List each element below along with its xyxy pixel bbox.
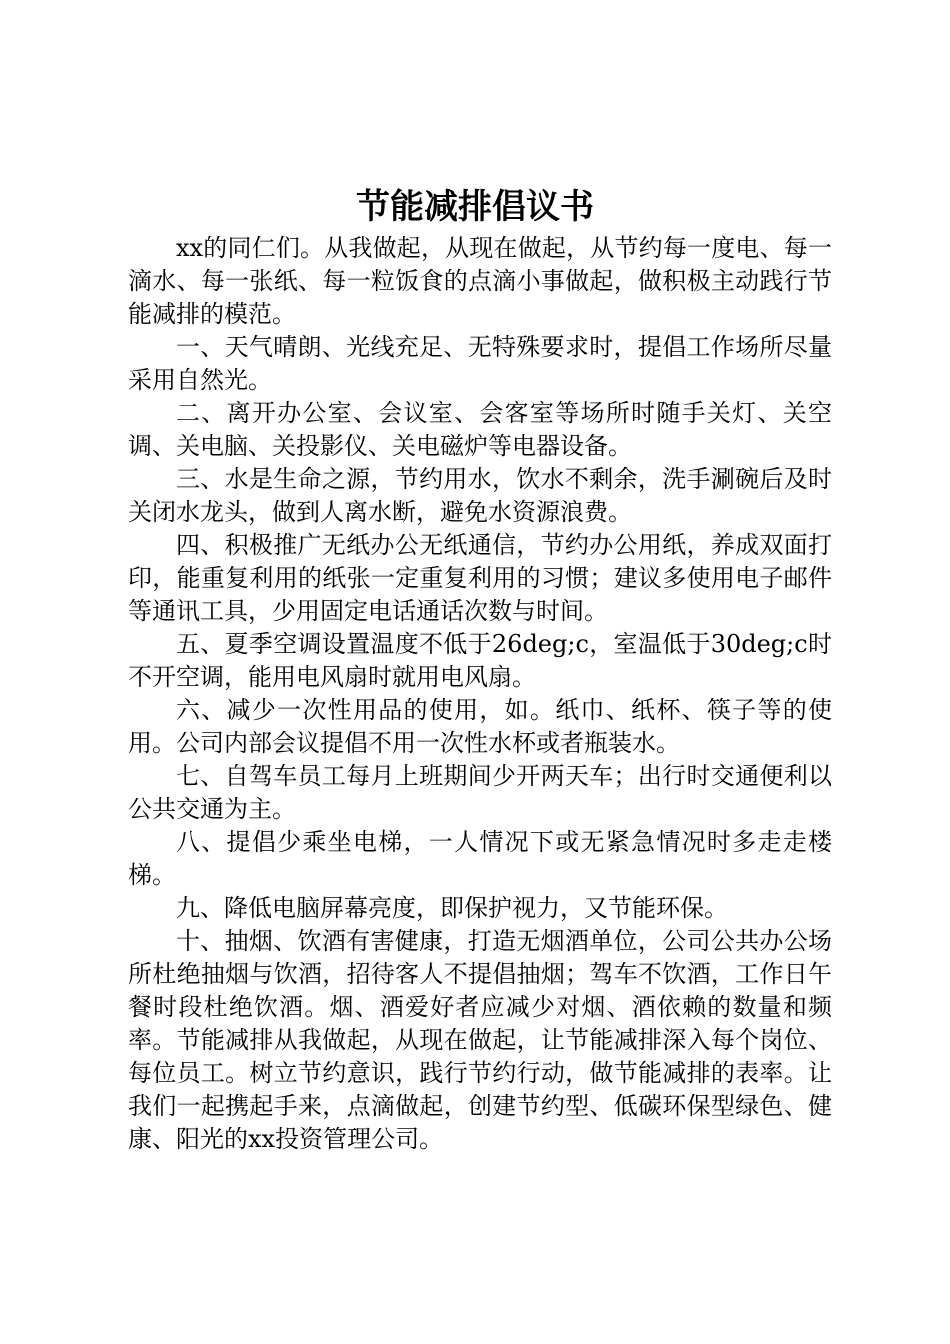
paragraph-item-2: 二、离开办公室、会议室、会客室等场所时随手关灯、关空调、关电脑、关投影仪、关电磁炉等电器设备。 [128, 399, 832, 460]
document-title: 节能减排倡议书 [356, 187, 594, 227]
paragraph-item-9: 九、降低电脑屏幕亮度，即保护视力，又节能环保。 [176, 894, 728, 922]
paragraph-item-5: 五、夏季空调设置温度不低于26deg;c，室温低于30deg;c时不开空调，能用电风扇时就用电风扇。 [128, 630, 832, 691]
paragraph-item-1: 一、天气晴朗、光线充足、无特殊要求时，提倡工作场所尽量采用自然光。 [128, 333, 832, 394]
paragraph-item-3: 三、水是生命之源，节约用水，饮水不剩余，洗手涮碗后及时关闭水龙头，做到人离水断，避免水资源浪费。 [128, 465, 832, 526]
paragraph-item-7: 七、自驾车员工每月上班期间少开两天车；出行时交通便利以公共交通为主。 [128, 762, 832, 823]
paragraph-item-8: 八、提倡少乘坐电梯，一人情况下或无紧急情况时多走走楼梯。 [128, 828, 832, 889]
document-body [128, 232, 832, 1156]
paragraph-item-6: 六、减少一次性用品的使用，如。纸巾、纸杯、筷子等的使用。公司内部会议提倡不用一次性水杯或者瓶装水。 [128, 696, 832, 757]
paragraph-item-4: 四、积极推广无纸办公无纸通信，节约办公用纸，养成双面打印，能重复利用的纸张一定重复利用的习惯；建议多使用电子邮件等通讯工具，少用固定电话通话次数与时间。 [128, 531, 832, 625]
paragraph-item-10: 十、抽烟、饮酒有害健康，打造无烟酒单位，公司公共办公场所杜绝抽烟与饮酒，招待客人不提倡抽烟；驾车不饮酒，工作日午餐时段杜绝饮酒。烟、酒爱好者应减少对烟、酒依赖的数量和频率。节能减排从我做起，从现在做起，让节能减排深入每个岗位、每位员工。树立节约意识，践行节约行动，做节能减排的表率。让我们一起携起手来，点滴做起，创建节约型、低碳环保型绿色、健康、阳光的xx投资管理公司。 [128, 927, 832, 1153]
paragraph-intro: xx的同仁们。从我做起，从现在做起，从节约每一度电、每一滴水、每一张纸、每一粒饭食的点滴小事做起，做积极主动践行节能减排的模范。 [128, 234, 832, 328]
